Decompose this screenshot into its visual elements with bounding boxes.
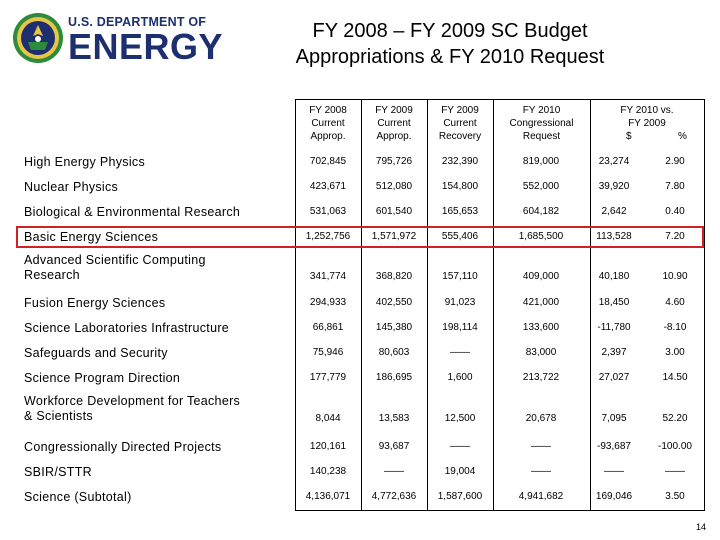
table-cell: —— — [531, 441, 551, 452]
table-cell: 145,380 — [375, 322, 413, 333]
table-cell: 512,080 — [375, 181, 413, 192]
table-cell: 552,000 — [522, 181, 560, 192]
row-label — [24, 490, 132, 505]
table-cell: 4,772,636 — [371, 491, 417, 502]
table-cell: 39,920 — [598, 181, 630, 192]
table-cell: 3.00 — [665, 347, 685, 358]
row-label — [24, 465, 92, 480]
table-cell: 23,274 — [598, 156, 630, 167]
table-cell: 52.20 — [662, 413, 688, 424]
table-cell: 18,450 — [598, 297, 630, 308]
doe-logo — [12, 12, 222, 70]
title-line-2: Appropriations & FY 2010 Request — [295, 46, 605, 68]
row-label-line: Advanced Scientific Computing — [24, 253, 206, 267]
table-cell: 75,946 — [312, 347, 344, 358]
header-line: Current — [311, 118, 345, 129]
table-cell: 213,722 — [522, 372, 560, 383]
header-line: FY 2009 — [628, 118, 666, 129]
column-header-fy2010-vs-fy2009 — [590, 104, 704, 143]
doe-seal-icon — [12, 12, 64, 64]
table-cell: —— — [384, 466, 404, 477]
table-cell: 157,110 — [442, 271, 478, 282]
table-cell: —— — [604, 466, 624, 477]
row-label — [24, 155, 145, 170]
row-label — [24, 394, 240, 424]
row-label-line: High Energy Physics — [24, 155, 146, 169]
table-cell: —— — [450, 347, 470, 358]
table-cell: -93,687 — [597, 441, 631, 452]
header-line: Approp. — [376, 131, 412, 142]
table-cell: 91,023 — [444, 297, 476, 308]
header-line: FY 2009 — [375, 105, 413, 116]
table-cell: 154,800 — [441, 181, 479, 192]
header-line: Current — [377, 118, 411, 129]
row-label-line: Workforce Development for Teachers — [24, 394, 241, 408]
column-header-fy2010-request — [493, 104, 590, 143]
table-cell: 531,063 — [309, 206, 347, 217]
header-line: FY 2010 — [522, 105, 561, 116]
header-line: FY 2009 — [441, 105, 479, 116]
table-cell: 1,685,500 — [518, 231, 564, 242]
table-cell: 1,587,600 — [437, 491, 483, 502]
table-cell: 1,600 — [447, 372, 473, 383]
slide-title — [230, 18, 670, 70]
table-cell: 368,820 — [375, 271, 413, 282]
row-label — [24, 253, 206, 283]
table-cell: 83,000 — [525, 347, 557, 358]
table-cell: -11,780 — [597, 322, 631, 333]
row-label — [24, 440, 221, 455]
table-cell: 7,095 — [601, 413, 627, 424]
table-cell: 10.90 — [662, 271, 688, 282]
table-cell: 601,540 — [375, 206, 413, 217]
table-cell: 13,583 — [378, 413, 410, 424]
title-line-1: FY 2008 – FY 2009 SC Budget — [312, 20, 588, 42]
row-label-line: Science Program Direction — [24, 371, 181, 385]
table-cell: 169,046 — [595, 491, 633, 502]
table-cell: 80,603 — [378, 347, 410, 358]
table-cell: —— — [531, 466, 551, 477]
header-line: Congressional — [509, 118, 574, 129]
table-cell: 27,027 — [598, 372, 630, 383]
row-label-line: Safeguards and Security — [24, 346, 168, 360]
table-cell: 2.90 — [665, 156, 685, 167]
column-header-fy2008 — [295, 104, 361, 143]
table-cell: 1,571,972 — [371, 231, 417, 242]
header-line: FY 2010 vs. — [620, 105, 674, 116]
grid-line — [295, 510, 704, 511]
table-cell: 341,774 — [309, 271, 347, 282]
row-label-line: Congressionally Directed Projects — [24, 440, 222, 454]
table-cell: 8,044 — [315, 413, 341, 424]
table-cell: 402,550 — [375, 297, 413, 308]
department-label: U.S. DEPARTMENT OF — [68, 15, 207, 29]
table-cell: 66,861 — [312, 322, 344, 333]
grid-line — [295, 99, 704, 100]
energy-wordmark: ENERGY — [68, 26, 224, 67]
table-cell: 2,397 — [601, 347, 627, 358]
table-cell: —— — [665, 466, 685, 477]
header-line: Current — [443, 118, 477, 129]
percent-subheader: % — [678, 131, 687, 142]
table-cell: 4,136,071 — [305, 491, 351, 502]
column-header-fy2009 — [361, 104, 427, 143]
row-label-line: Fusion Energy Sciences — [24, 296, 166, 310]
table-cell: 2,642 — [601, 206, 627, 217]
table-cell: 4,941,682 — [518, 491, 564, 502]
table-cell: 702,845 — [309, 156, 347, 167]
row-label-line: Nuclear Physics — [24, 180, 119, 194]
table-cell: 133,600 — [522, 322, 560, 333]
table-cell: 186,695 — [375, 372, 413, 383]
table-cell: 423,671 — [309, 181, 347, 192]
table-cell: -8.10 — [663, 322, 687, 333]
row-label — [24, 346, 168, 361]
table-cell: -100.00 — [658, 441, 692, 452]
table-cell: 113,528 — [596, 231, 632, 242]
table-cell: 93,687 — [378, 441, 410, 452]
table-cell: 604,182 — [522, 206, 560, 217]
dollar-subheader: $ — [626, 131, 632, 142]
row-label — [24, 296, 165, 311]
header-line: Approp. — [310, 131, 346, 142]
row-label-line: Science (Subtotal) — [24, 490, 132, 504]
table-cell: —— — [450, 441, 470, 452]
table-cell: 819,000 — [522, 156, 560, 167]
table-cell: 7.20 — [665, 231, 685, 242]
table-cell: 7.80 — [665, 181, 685, 192]
header-line: Recovery — [438, 131, 482, 142]
table-cell: 0.40 — [665, 206, 685, 217]
table-cell: 795,726 — [375, 156, 413, 167]
table-cell: 20,678 — [525, 413, 557, 424]
table-cell: 232,390 — [441, 156, 479, 167]
column-header-fy2009-recovery — [427, 104, 493, 143]
table-cell: 177,779 — [309, 372, 347, 383]
row-label — [24, 205, 240, 220]
row-label-line: Basic Energy Sciences — [24, 230, 159, 244]
table-cell: 14.50 — [662, 372, 688, 383]
table-cell: 3.50 — [665, 491, 685, 502]
row-label — [24, 180, 118, 195]
table-cell: 40,180 — [598, 271, 630, 282]
header-line: FY 2008 — [309, 105, 347, 116]
row-label-line: Biological & Environmental Research — [24, 205, 241, 219]
table-cell: 555,406 — [441, 231, 479, 242]
row-label — [24, 371, 180, 386]
table-cell: 421,000 — [522, 297, 560, 308]
table-cell: 140,238 — [309, 466, 347, 477]
table-cell: 294,933 — [309, 297, 347, 308]
row-label-line: SBIR/STTR — [24, 465, 92, 479]
table-cell: 4.60 — [665, 297, 685, 308]
table-cell: 165,653 — [441, 206, 479, 217]
table-cell: 12,500 — [444, 413, 476, 424]
row-label — [24, 230, 158, 245]
table-cell: 120,161 — [309, 441, 347, 452]
table-cell: 409,000 — [522, 271, 560, 282]
row-label — [24, 321, 229, 336]
table-cell: 1,252,756 — [305, 231, 351, 242]
row-label-line: & Scientists — [24, 409, 93, 423]
table-cell: 19,004 — [444, 466, 476, 477]
table-cell: 198,114 — [442, 322, 478, 333]
header-line: Request — [522, 131, 561, 142]
header-subline — [590, 130, 704, 143]
row-label-line: Science Laboratories Infrastructure — [24, 321, 230, 335]
page-number: 14 — [696, 522, 707, 532]
row-label-line: Research — [24, 268, 80, 282]
